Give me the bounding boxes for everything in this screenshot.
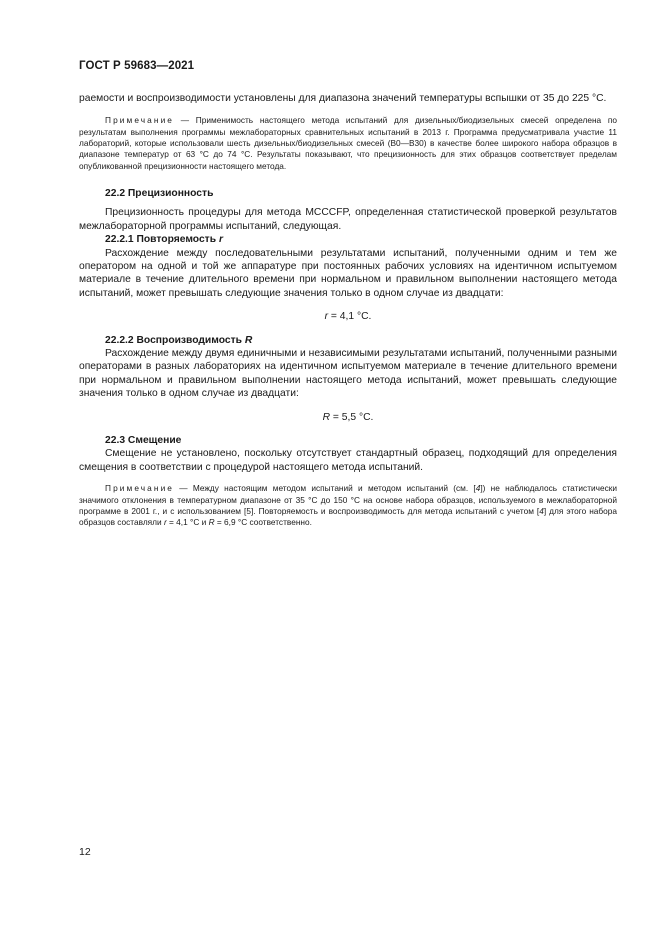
note-text: — Между настоящим методом испытаний и методом испытаний (см. [: [174, 483, 476, 494]
repeatability-symbol: r: [163, 517, 167, 528]
repeatability-symbol: r: [218, 234, 223, 246]
formula-symbol: r: [324, 311, 329, 323]
note-text: = 4,1 °С и: [166, 517, 209, 528]
page-number: 12: [79, 846, 91, 858]
note-paragraph-applicability: [79, 115, 617, 171]
reproducibility-symbol: R: [208, 517, 215, 528]
precision-paragraph: Прецизионность процедуры для метода MCCCFP, определенная статистической проверкой результатов межлабораторной программы испытаний, следующая.: [79, 207, 617, 232]
repeatability-formula: [79, 310, 617, 323]
repeatability-paragraph: Расхождение между последовательными результатами испытаний, полученными одним и тем же оператором на одной и той же аппаратуре при постоянных рабочих условиях на идентичном испытуемом материале в течение длительного времени при нормальном и правильном выполнении настоящего метода испытаний, может превышать следующие значения только в одном случае из двадцати:: [79, 247, 617, 299]
reference-4: 4: [539, 505, 544, 516]
section-heading-precision: 22.2 Прецизионность: [105, 187, 214, 199]
intro-paragraph: раемости и воспроизводимости установлены для диапазона значений температуры вспышки от 35 до 225 °С.: [79, 93, 607, 104]
section-heading-bias: 22.3 Смещение: [105, 434, 182, 446]
formula-value: = 4,1 °С.: [328, 311, 372, 323]
reproducibility-formula: [79, 411, 617, 424]
note-text: ]) не наблюдалось статистически значимого отклонения в температурном диапазоне от 35 °С до 150 °С на основе набора образцов, используемого в межлабораторной программе в 2001 г., и с использованием [5]. Повторяемость и воспроизводимость для метода испытаний с учетом [: [79, 483, 617, 516]
heading-text: 22.2.1 Повторяемость: [105, 234, 217, 246]
formula-value: = 5,5 °С.: [330, 411, 374, 423]
note-label: Примечание: [105, 483, 175, 494]
note-label: Примечание: [105, 115, 175, 126]
note-text: — Применимость настоящего метода испытаний для дизельных/биодизельных смесей определена по результатам выполнения программы межлабораторных сравнительных испытаний в 2013 г. Программа предусматривала участие 11 лабораторий, которые использовали шесть дизельных/биодизельных смесей (В0—В30) в качестве более широкого набора образцов в диапазоне температур от 63 °С до 74 °С. Результаты показывают, что прецизионность для этих образцов соответствует пределам опубликованной прецизионности настоящего метода.: [79, 115, 617, 171]
bias-paragraph: Смещение не установлено, поскольку отсутствует стандартный образец, подходящий для определения смещения в соответствии с процедурой настоящего метода испытаний.: [79, 448, 617, 473]
section-heading-repeatability: [79, 233, 617, 246]
note-text: ] для этого набора образцов составляли: [79, 505, 617, 528]
reproducibility-paragraph: Расхождение между двумя единичными и независимыми результатами испытаний, полученными разными операторами в разных лабораториях на идентичном испытуемом материале в течение длительного времени при нормальном и правильном выполнении настоящего метода испытаний, может превышать следующие значения только в одном случае из двадцати:: [79, 347, 617, 400]
note-paragraph-bias: [79, 483, 617, 528]
heading-text: 22.2.2 Воспроизводимость: [105, 334, 243, 346]
reproducibility-symbol: R: [244, 334, 253, 346]
reference-4: 4: [475, 483, 481, 494]
note-text: = 6,9 °С соответственно.: [214, 517, 312, 528]
document-body: [79, 92, 617, 528]
formula-symbol: R: [322, 411, 331, 423]
standard-code-header: ГОСТ Р 59683—2021: [79, 60, 195, 72]
section-heading-reproducibility: [79, 334, 617, 347]
